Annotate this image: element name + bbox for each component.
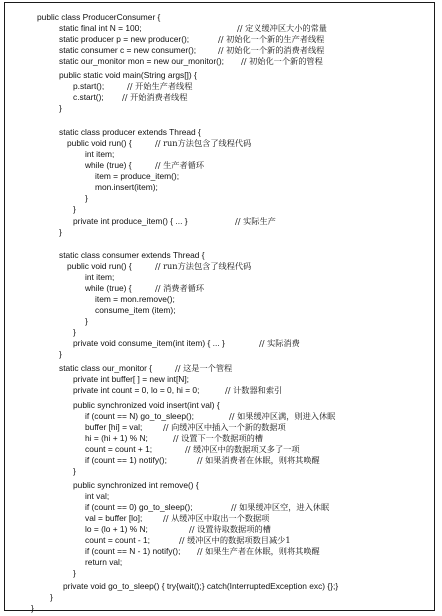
- code-listing-frame: [4, 2, 435, 611]
- code-comment: // 实际生产: [235, 216, 276, 226]
- code-line: }: [73, 568, 76, 578]
- code-line: static our_monitor mon = new our_monitor();: [59, 56, 225, 66]
- code-comment: // 如果缓冲区满，则进入休眠: [229, 411, 336, 421]
- code-line: public static void main(String args[]) {: [59, 70, 197, 80]
- code-comment: // 如果生产者在休眠，则将其唤醒: [197, 546, 320, 556]
- code-line: item = mon.remove();: [95, 294, 175, 304]
- code-line: buffer [hi] = val;: [85, 422, 143, 432]
- code-comment: // 生产者循环: [155, 160, 205, 170]
- code-line: lo = (lo + 1) % N;: [85, 524, 148, 534]
- code-comment: // 定义缓冲区大小的常量: [237, 23, 327, 33]
- code-line: static class our_monitor {: [59, 363, 153, 373]
- code-comment: // 实际消费: [259, 338, 300, 348]
- code-comment: // 设置待取数据项的槽: [189, 524, 271, 534]
- code-line: if (count == 1) notify();: [85, 455, 167, 465]
- code-line: private void go_to_sleep() { try{wait();} catch(InterruptedException exc) {};}: [63, 581, 339, 591]
- code-line: private int buffer[ ] = new int[N];: [73, 374, 189, 384]
- code-line: int val;: [85, 491, 110, 501]
- code-line: public class ProducerConsumer {: [37, 12, 161, 22]
- code-comment: // 缓冲区中的数据项又多了一项: [185, 444, 300, 454]
- code-line: }: [73, 204, 76, 214]
- code-line: }: [73, 327, 76, 337]
- code-line: int item;: [85, 272, 115, 282]
- code-line: int item;: [85, 149, 115, 159]
- code-comment: // 从缓冲区中取出一个数据项: [163, 513, 270, 523]
- code-line: private void consume_item(int item) { ... }: [73, 338, 225, 348]
- code-comment: // 初始化一个新的管程: [241, 56, 323, 66]
- code-comment: // 消费者循环: [155, 283, 205, 293]
- code-line: if (count == N) go_to_sleep();: [85, 411, 194, 421]
- code-listing: [5, 3, 434, 613]
- code-comment: // 初始化一个新的生产者线程: [218, 34, 325, 44]
- code-comment: // 缓冲区中的数据项数目减少1: [179, 535, 291, 545]
- code-line: }: [85, 316, 88, 326]
- code-line: public synchronized int remove() {: [73, 480, 199, 490]
- code-line: }: [50, 592, 53, 602]
- code-line: }: [85, 193, 88, 203]
- code-comment: // 初始化一个新的消费者线程: [218, 45, 325, 55]
- code-comment: // 开始生产者线程: [127, 81, 193, 91]
- code-line: static class consumer extends Thread {: [59, 250, 205, 260]
- code-comment: // run方法包含了线程代码: [155, 138, 252, 148]
- code-line: if (count == 0) go_to_sleep();: [85, 502, 193, 512]
- code-comment: // 计数器和索引: [225, 385, 283, 395]
- code-comment: // 向缓冲区中插入一个新的数据项: [163, 422, 286, 432]
- code-line: public void run() {: [67, 138, 132, 148]
- code-line: val = buffer [lo];: [85, 513, 143, 523]
- code-line: }: [31, 603, 34, 613]
- code-line: public void run() {: [67, 261, 132, 271]
- code-line: if (count == N - 1) notify();: [85, 546, 181, 556]
- code-line: mon.insert(item);: [95, 182, 158, 192]
- code-line: }: [59, 227, 62, 237]
- code-line: count = count + 1;: [85, 444, 153, 454]
- code-line: consume_item (item);: [95, 305, 176, 315]
- code-line: private int produce_item() { ... }: [73, 216, 188, 226]
- code-line: }: [73, 466, 76, 476]
- code-line: while (true) {: [85, 160, 132, 170]
- code-line: static producer p = new producer();: [59, 34, 190, 44]
- code-line: static final int N = 100;: [59, 23, 142, 33]
- code-comment: // 开始消费者线程: [122, 92, 188, 102]
- code-comment: // run方法包含了线程代码: [155, 261, 252, 271]
- code-line: static class producer extends Thread {: [59, 127, 201, 137]
- code-line: p.start();: [73, 81, 105, 91]
- code-line: return val;: [85, 557, 123, 567]
- code-comment: // 如果缓冲区空，进入休眠: [231, 502, 330, 512]
- code-line: public synchronized void insert(int val) {: [73, 400, 220, 410]
- code-comment: // 如果消费者在休眠，则将其唤醒: [197, 455, 320, 465]
- code-line: count = count - 1;: [85, 535, 150, 545]
- code-line: item = produce_item();: [95, 171, 180, 181]
- code-line: while (true) {: [85, 283, 132, 293]
- code-comment: // 设置下一个数据项的槽: [173, 433, 263, 443]
- code-line: hi = (hi + 1) % N;: [85, 433, 148, 443]
- code-line: }: [59, 103, 62, 113]
- code-line: static consumer c = new consumer();: [59, 45, 197, 55]
- code-line: private int count = 0, lo = 0, hi = 0;: [73, 385, 200, 395]
- code-comment: // 这是一个管程: [175, 363, 233, 373]
- code-line: }: [59, 349, 62, 359]
- code-line: c.start();: [73, 92, 104, 102]
